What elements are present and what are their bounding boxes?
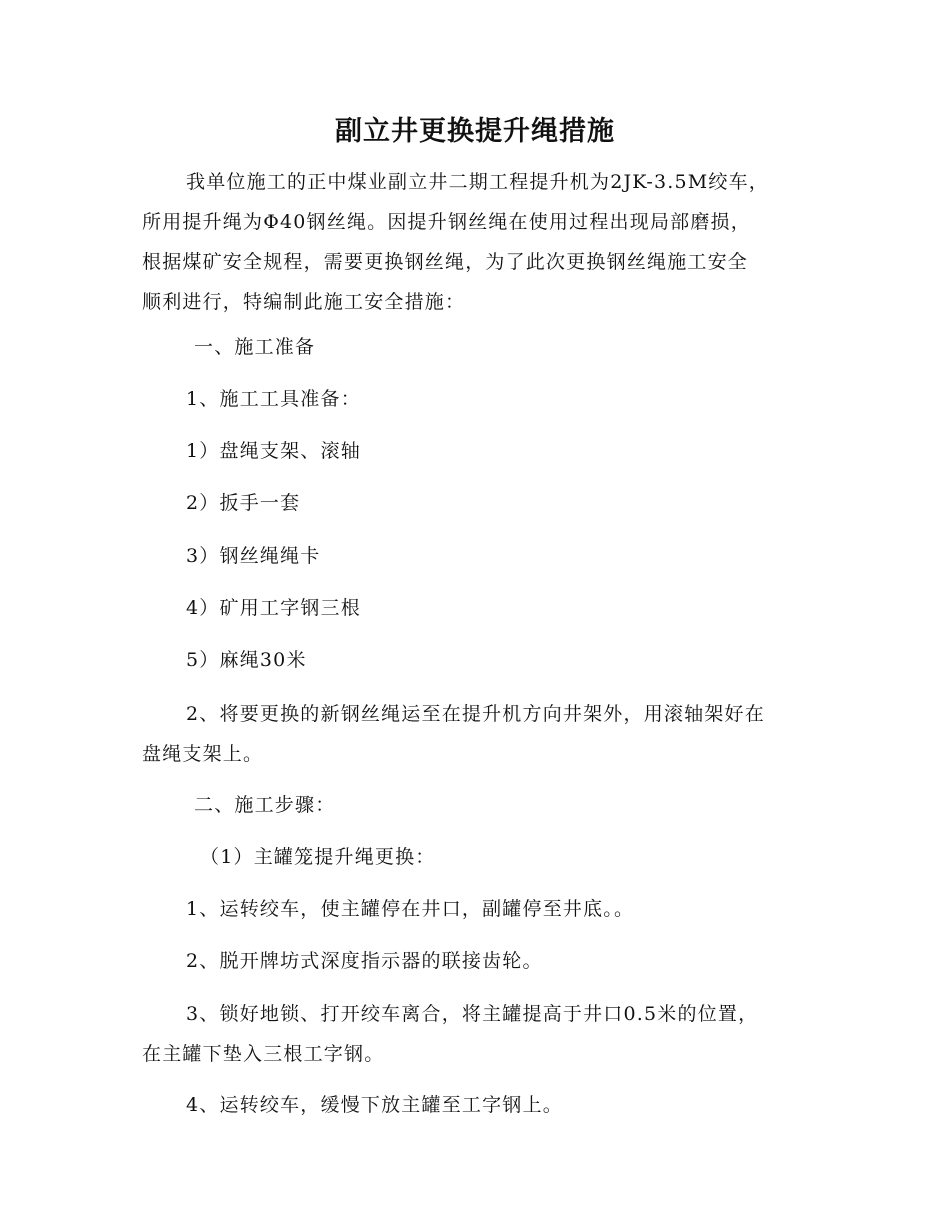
tool-item: 3）钢丝绳绳卡	[186, 545, 321, 567]
subsection-heading: （1）主罐笼提升绳更换：	[200, 846, 436, 868]
step-line: 在主罐下垫入三根工字钢。	[142, 1043, 385, 1065]
step-item: 2、脱开牌坊式深度指示器的联接齿轮。	[186, 950, 543, 972]
intro-line: 我单位施工的正中煤业副立井二期工程提升机为2JK-3.5M绞车，	[186, 171, 770, 193]
intro-paragraph	[142, 162, 812, 322]
step-item: 4、运转绞车，缓慢下放主罐至工字钢上。	[186, 1094, 563, 1116]
step-line: 3、锁好地锁、打开绞车离合，将主罐提高于井口0.5米的位置，	[186, 1003, 759, 1025]
section-heading-steps: 二、施工步骤：	[194, 794, 336, 816]
document-title: 副立井更换提升绳措施	[335, 116, 615, 147]
step-paragraph	[142, 994, 812, 1074]
intro-line: 所用提升绳为Φ40钢丝绳。因提升钢丝绳在使用过程出现局部磨损，	[142, 211, 751, 233]
tool-item: 5）麻绳30米	[186, 649, 307, 671]
tool-item: 2）扳手一套	[186, 492, 301, 514]
prep-line: 2、将要更换的新钢丝绳运至在提升机方向井架外，用滚轴架好在	[186, 703, 765, 725]
step-item: 1、运转绞车，使主罐停在井口，副罐停至井底。。	[186, 898, 635, 920]
tool-item: 1）盘绳支架、滚轴	[186, 440, 361, 462]
tool-item: 4）矿用工字钢三根	[186, 597, 361, 619]
section-heading-preparation: 一、施工准备	[194, 336, 316, 358]
prep-line: 盘绳支架上。	[142, 743, 264, 765]
prep-paragraph	[142, 694, 812, 774]
intro-line: 根据煤矿安全规程，需要更换钢丝绳，为了此次更换钢丝绳施工安全	[142, 251, 749, 273]
tools-heading: 1、施工工具准备：	[186, 388, 361, 410]
intro-line: 顺利进行，特编制此施工安全措施：	[142, 291, 466, 313]
